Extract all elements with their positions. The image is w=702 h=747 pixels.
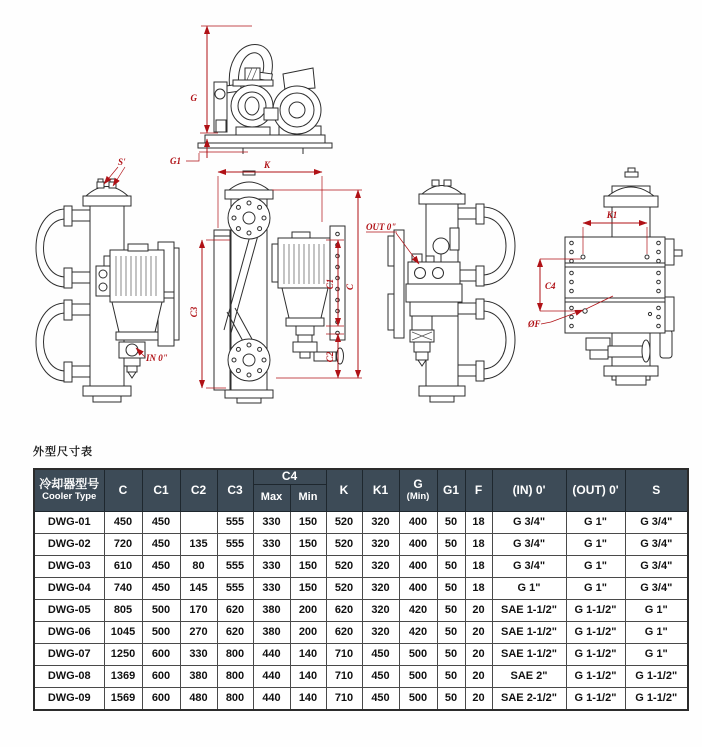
row-cell: 330 bbox=[253, 533, 290, 555]
row-cell: 18 bbox=[465, 555, 492, 577]
row-cell: 450 bbox=[142, 555, 180, 577]
drawing-section-view bbox=[189, 160, 362, 403]
row-cell: 320 bbox=[362, 577, 399, 599]
row-cell: G 1" bbox=[566, 577, 625, 599]
row-cell: 610 bbox=[104, 555, 142, 577]
row-cell: G 1" bbox=[625, 621, 688, 643]
row-cell: G 1-1/2" bbox=[566, 687, 625, 710]
row-cell: 50 bbox=[437, 533, 465, 555]
row-cell: G 1" bbox=[492, 577, 566, 599]
row-cell: 18 bbox=[465, 533, 492, 555]
row-cell: 150 bbox=[290, 555, 326, 577]
row-cell: 50 bbox=[437, 555, 465, 577]
row-cell: 140 bbox=[290, 643, 326, 665]
row-cell: 710 bbox=[326, 665, 362, 687]
table-row bbox=[34, 665, 688, 687]
row-cell: 20 bbox=[465, 599, 492, 621]
row-cell: 620 bbox=[326, 599, 362, 621]
table-row bbox=[34, 621, 688, 643]
row-cell: 500 bbox=[399, 643, 437, 665]
row-cell: G 1-1/2" bbox=[625, 687, 688, 710]
dim-label-g: G bbox=[190, 93, 197, 103]
row-cell: G 1" bbox=[625, 643, 688, 665]
row-cell: G 3/4" bbox=[625, 511, 688, 533]
row-cell: 520 bbox=[326, 533, 362, 555]
row-cell: 50 bbox=[437, 643, 465, 665]
dim-label-c3: C3 bbox=[189, 306, 199, 318]
row-cell: G 3/4" bbox=[492, 555, 566, 577]
row-cell: G 3/4" bbox=[492, 511, 566, 533]
col-header-c3: C3 bbox=[217, 469, 253, 511]
table-row bbox=[34, 643, 688, 665]
row-cell: 320 bbox=[362, 533, 399, 555]
row-model: DWG-04 bbox=[34, 577, 104, 599]
dim-label-c1: C1 bbox=[325, 278, 335, 290]
col-header-c: C bbox=[104, 469, 142, 511]
drawing-rear-panel-view bbox=[527, 168, 682, 385]
row-cell: 500 bbox=[142, 621, 180, 643]
row-cell: 320 bbox=[362, 599, 399, 621]
col-header-model-cn: 冷却器型号 bbox=[39, 477, 100, 492]
row-cell: G 1-1/2" bbox=[566, 643, 625, 665]
row-cell: 400 bbox=[399, 533, 437, 555]
row-cell: 50 bbox=[437, 577, 465, 599]
col-header-outlet: (OUT) 0' bbox=[566, 469, 625, 511]
row-cell: G 3/4" bbox=[625, 555, 688, 577]
row-cell: 800 bbox=[217, 643, 253, 665]
row-cell: 520 bbox=[326, 555, 362, 577]
dim-label-out: OUT 0" bbox=[366, 222, 397, 232]
row-cell: SAE 1-1/2" bbox=[492, 599, 566, 621]
col-header-c4: C4 bbox=[253, 469, 326, 484]
table-row bbox=[34, 511, 688, 533]
dim-label-c4: C4 bbox=[545, 281, 556, 291]
table-row bbox=[34, 599, 688, 621]
row-cell: SAE 2" bbox=[492, 665, 566, 687]
row-cell: 450 bbox=[362, 665, 399, 687]
row-cell: 50 bbox=[437, 621, 465, 643]
col-header-c4-max: Max bbox=[253, 484, 290, 511]
row-cell: 380 bbox=[180, 665, 217, 687]
row-cell: 450 bbox=[142, 533, 180, 555]
row-cell: 200 bbox=[290, 621, 326, 643]
row-cell: 1045 bbox=[104, 621, 142, 643]
row-cell: 555 bbox=[217, 511, 253, 533]
row-cell: 20 bbox=[465, 665, 492, 687]
col-header-g bbox=[399, 469, 437, 511]
row-cell: 50 bbox=[437, 599, 465, 621]
row-cell: 555 bbox=[217, 577, 253, 599]
row-cell: 710 bbox=[326, 687, 362, 710]
row-cell: 440 bbox=[253, 687, 290, 710]
table-row bbox=[34, 687, 688, 710]
col-header-c2: C2 bbox=[180, 469, 217, 511]
dim-label-c2: C2 bbox=[325, 351, 335, 363]
row-cell: 20 bbox=[465, 643, 492, 665]
row-model: DWG-01 bbox=[34, 511, 104, 533]
row-cell: 380 bbox=[253, 621, 290, 643]
row-cell: 400 bbox=[399, 577, 437, 599]
row-cell: G 1" bbox=[566, 555, 625, 577]
row-cell: 420 bbox=[399, 599, 437, 621]
row-model: DWG-09 bbox=[34, 687, 104, 710]
row-cell: 520 bbox=[326, 511, 362, 533]
row-cell: 450 bbox=[142, 511, 180, 533]
col-header-k1: K1 bbox=[362, 469, 399, 511]
row-model: DWG-03 bbox=[34, 555, 104, 577]
row-cell: 320 bbox=[362, 621, 399, 643]
row-cell: 18 bbox=[465, 577, 492, 599]
drawing-front-view bbox=[36, 157, 179, 402]
row-cell: 400 bbox=[399, 511, 437, 533]
row-cell: 320 bbox=[362, 555, 399, 577]
drawing-top-side-view bbox=[170, 26, 332, 166]
row-cell: 450 bbox=[362, 643, 399, 665]
row-cell: G 1-1/2" bbox=[566, 665, 625, 687]
row-model: DWG-06 bbox=[34, 621, 104, 643]
row-cell: 720 bbox=[104, 533, 142, 555]
col-header-s: S bbox=[625, 469, 688, 511]
col-header-g-label: G bbox=[413, 477, 423, 492]
row-cell: 50 bbox=[437, 665, 465, 687]
row-cell: 20 bbox=[465, 687, 492, 710]
dim-label-of: ØF bbox=[528, 319, 541, 329]
table-body bbox=[34, 511, 688, 710]
row-model: DWG-08 bbox=[34, 665, 104, 687]
table-title: 外型尺寸表 bbox=[33, 446, 93, 458]
row-cell: G 1-1/2" bbox=[566, 599, 625, 621]
dim-label-s: S' bbox=[118, 157, 126, 167]
row-cell: 320 bbox=[362, 511, 399, 533]
row-cell: 620 bbox=[217, 621, 253, 643]
row-cell: 600 bbox=[142, 687, 180, 710]
row-cell: 330 bbox=[253, 577, 290, 599]
row-cell: 145 bbox=[180, 577, 217, 599]
row-cell: 50 bbox=[437, 511, 465, 533]
row-cell: 400 bbox=[399, 555, 437, 577]
row-model: DWG-07 bbox=[34, 643, 104, 665]
dim-label-in: IN 0" bbox=[146, 353, 168, 363]
dim-label-k: K bbox=[263, 160, 271, 170]
col-header-model bbox=[34, 469, 104, 511]
table-row bbox=[34, 555, 688, 577]
row-cell: G 3/4" bbox=[625, 577, 688, 599]
row-model: DWG-02 bbox=[34, 533, 104, 555]
row-model: DWG-05 bbox=[34, 599, 104, 621]
row-cell: 380 bbox=[253, 599, 290, 621]
dimension-table bbox=[33, 468, 689, 711]
row-cell: G 3/4" bbox=[492, 533, 566, 555]
dim-label-k1: K1 bbox=[606, 210, 618, 220]
row-cell: 80 bbox=[180, 555, 217, 577]
row-cell: G 1-1/2" bbox=[566, 621, 625, 643]
col-header-model-en: Cooler Type bbox=[42, 490, 97, 502]
drawing-back-view bbox=[366, 180, 515, 402]
row-cell: 555 bbox=[217, 555, 253, 577]
col-header-f: F bbox=[465, 469, 492, 511]
row-cell: 500 bbox=[399, 687, 437, 710]
row-cell: 450 bbox=[362, 687, 399, 710]
col-header-k: K bbox=[326, 469, 362, 511]
row-cell: G 1" bbox=[566, 533, 625, 555]
table-row bbox=[34, 577, 688, 599]
row-cell: SAE 2-1/2" bbox=[492, 687, 566, 710]
dim-label-c: C bbox=[345, 283, 355, 291]
row-cell: 600 bbox=[142, 643, 180, 665]
row-cell: 150 bbox=[290, 533, 326, 555]
row-cell: 500 bbox=[142, 599, 180, 621]
table-row bbox=[34, 533, 688, 555]
col-header-inlet: (IN) 0' bbox=[492, 469, 566, 511]
row-cell: 135 bbox=[180, 533, 217, 555]
row-cell: G 3/4" bbox=[625, 533, 688, 555]
row-cell: 620 bbox=[326, 621, 362, 643]
row-cell: 480 bbox=[180, 687, 217, 710]
col-header-c1: C1 bbox=[142, 469, 180, 511]
row-cell: 450 bbox=[104, 511, 142, 533]
row-cell: G 1-1/2" bbox=[625, 665, 688, 687]
row-cell bbox=[180, 511, 217, 533]
row-cell: 805 bbox=[104, 599, 142, 621]
row-cell: 620 bbox=[217, 599, 253, 621]
row-cell: 170 bbox=[180, 599, 217, 621]
row-cell: 270 bbox=[180, 621, 217, 643]
row-cell: 1369 bbox=[104, 665, 142, 687]
row-cell: 150 bbox=[290, 511, 326, 533]
row-cell: 330 bbox=[253, 511, 290, 533]
row-cell: G 1" bbox=[566, 511, 625, 533]
row-cell: 555 bbox=[217, 533, 253, 555]
row-cell: 800 bbox=[217, 687, 253, 710]
row-cell: 710 bbox=[326, 643, 362, 665]
row-cell: 740 bbox=[104, 577, 142, 599]
row-cell: 330 bbox=[180, 643, 217, 665]
row-cell: 440 bbox=[253, 643, 290, 665]
col-header-g-min: (Min) bbox=[406, 490, 430, 502]
row-cell: 800 bbox=[217, 665, 253, 687]
row-cell: 140 bbox=[290, 665, 326, 687]
row-cell: 450 bbox=[142, 577, 180, 599]
row-cell: 500 bbox=[399, 665, 437, 687]
row-cell: 200 bbox=[290, 599, 326, 621]
row-cell: 150 bbox=[290, 577, 326, 599]
row-cell: 420 bbox=[399, 621, 437, 643]
row-cell: 50 bbox=[437, 687, 465, 710]
row-cell: 520 bbox=[326, 577, 362, 599]
row-cell: 1569 bbox=[104, 687, 142, 710]
row-cell: 330 bbox=[253, 555, 290, 577]
row-cell: 600 bbox=[142, 665, 180, 687]
dim-label-g1: G1 bbox=[170, 156, 181, 166]
row-cell: 140 bbox=[290, 687, 326, 710]
row-cell: 18 bbox=[465, 511, 492, 533]
row-cell: SAE 1-1/2" bbox=[492, 643, 566, 665]
row-cell: G 1" bbox=[625, 599, 688, 621]
row-cell: 440 bbox=[253, 665, 290, 687]
col-header-g1: G1 bbox=[437, 469, 465, 511]
col-header-c4-min: Min bbox=[290, 484, 326, 511]
row-cell: 20 bbox=[465, 621, 492, 643]
row-cell: SAE 1-1/2" bbox=[492, 621, 566, 643]
row-cell: 1250 bbox=[104, 643, 142, 665]
